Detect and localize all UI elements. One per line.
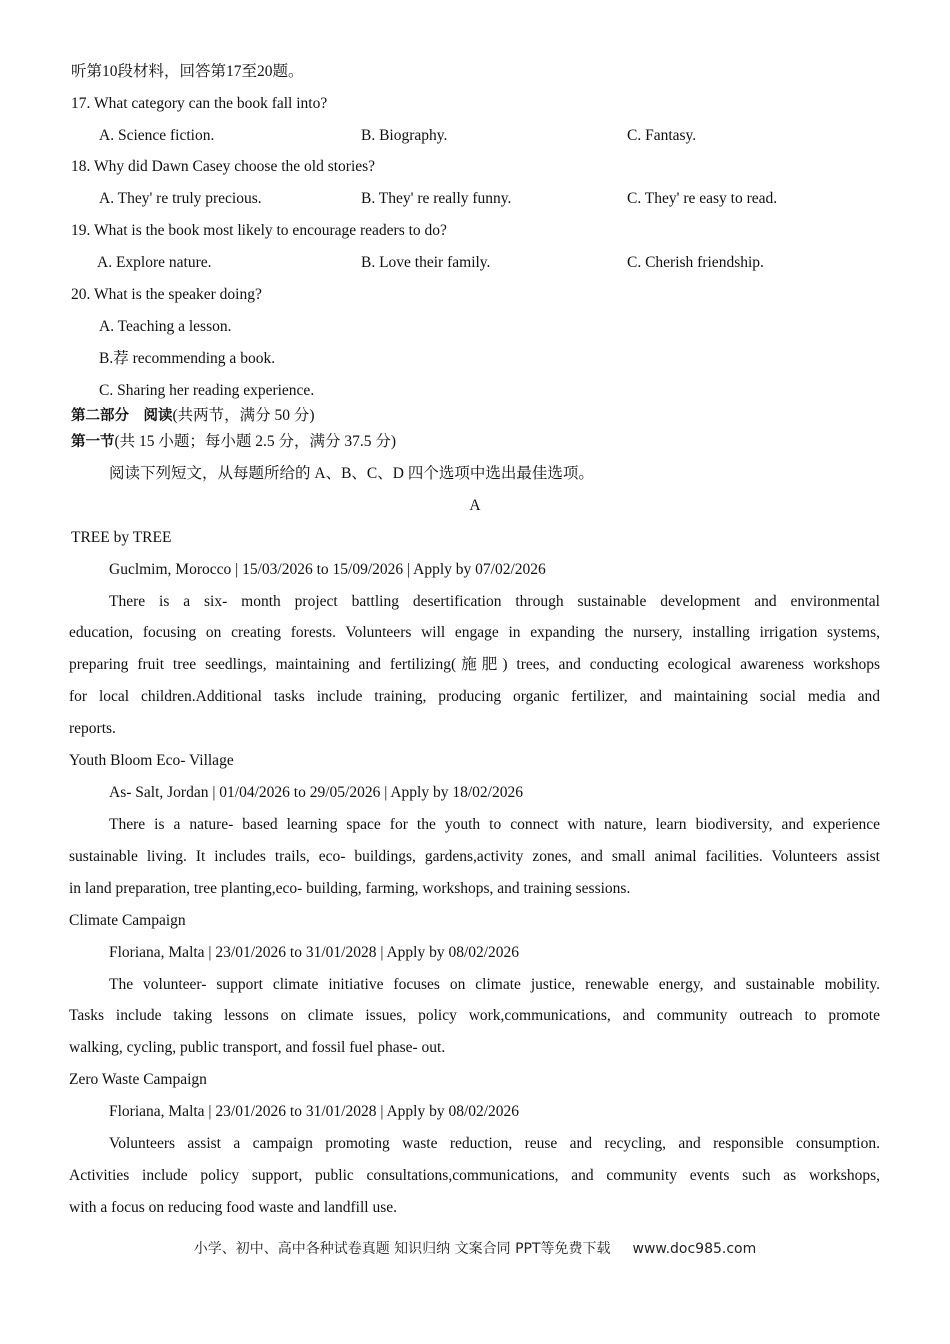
question-18-option-a: A. They' re truly precious.	[99, 190, 262, 207]
question-20-option-a: A. Teaching a lesson.	[99, 318, 232, 335]
page-footer	[0, 1238, 950, 1258]
question-17-option-a: A. Science fiction.	[99, 127, 215, 144]
part-heading	[71, 406, 315, 426]
question-20-option-c: C. Sharing her reading experience.	[99, 382, 315, 399]
question-18-option-b: B. They' re really funny.	[361, 190, 512, 207]
part-heading-score: (共两节，满分 50 分)	[172, 407, 315, 424]
project-text-line: for local children.Additional tasks include training, producing organic fertilizer, and maintaining social media and	[69, 688, 880, 705]
question-17-stem: 17. What category can the book fall into?	[71, 95, 328, 112]
question-18-stem: 18. Why did Dawn Casey choose the old stories?	[71, 158, 376, 175]
question-19-option-c: C. Cherish friendship.	[627, 254, 764, 271]
project-text-line: The volunteer- support climate initiative focuses on climate justice, renewable energy, and sustainable mobility.	[109, 976, 880, 993]
project-title-youth-bloom: Youth Bloom Eco- Village	[69, 752, 234, 769]
project-info-youth-bloom: As- Salt, Jordan | 01/04/2026 to 29/05/2026 | Apply by 18/02/2026	[109, 784, 523, 801]
project-info-zero-waste: Floriana, Malta | 23/01/2026 to 31/01/2028 | Apply by 08/02/2026	[109, 1103, 520, 1120]
project-text-line: education, focusing on creating forests. Volunteers will engage in expanding the nursery, installing irrigation systems,	[69, 624, 880, 641]
project-text-line: Activities include policy support, public consultations,communications, and community events such as workshops,	[69, 1167, 880, 1184]
section-heading-score: (共 15 小题；每小题 2.5 分，满分 37.5 分)	[114, 433, 397, 450]
question-20-option-b: B.荐 recommending a book.	[99, 350, 276, 367]
question-18-option-c: C. They' re easy to read.	[627, 190, 778, 207]
project-text-line: Tasks include taking lessons on climate issues, policy work,communications, and community outreach to promote	[69, 1007, 880, 1024]
question-20-stem: 20. What is the speaker doing?	[71, 286, 262, 303]
part-heading-bold: 第二部分 阅读	[71, 407, 173, 424]
question-19-option-a: A. Explore nature.	[97, 254, 212, 271]
project-title-zero-waste: Zero Waste Campaign	[69, 1071, 207, 1088]
project-info-tree-by-tree: Guclmim, Morocco | 15/03/2026 to 15/09/2026 | Apply by 07/02/2026	[109, 561, 546, 578]
footer-text: 小学、初中、高中各种试卷真题 知识归纳 文案合同 PPT等免费下载	[193, 1241, 611, 1257]
section-heading	[71, 432, 396, 452]
project-text-line: preparing fruit tree seedlings, maintaining and fertilizing(施肥) trees, and conducting ecological awareness workshops	[69, 656, 880, 673]
project-text-line: walking, cycling, public transport, and fossil fuel phase- out.	[69, 1039, 446, 1056]
question-17-option-b: B. Biography.	[361, 127, 448, 144]
project-text-line: sustainable living. It includes trails, eco- buildings, gardens,activity zones, and small animal facilities. Volunteers assist	[69, 848, 880, 865]
project-title-climate-campaign: Climate Campaign	[69, 912, 186, 929]
section-heading-bold: 第一节	[71, 433, 115, 450]
project-text-line: There is a six- month project battling desertification through sustainable development and environmental	[109, 593, 880, 610]
question-19-stem: 19. What is the book most likely to encourage readers to do?	[71, 222, 447, 239]
reading-instruction: 阅读下列短文，从每题所给的 A、B、C、D 四个选项中选出最佳选项。	[109, 465, 594, 482]
project-text-line: There is a nature- based learning space for the youth to connect with nature, learn biodiversity, and experience	[109, 816, 880, 833]
project-title-tree-by-tree: TREE by TREE	[71, 529, 172, 546]
project-text-line: reports.	[69, 720, 116, 737]
footer-url[interactable]: www.doc985.com	[632, 1241, 757, 1257]
project-text-line: Volunteers assist a campaign promoting waste reduction, reuse and recycling, and responsible consumption.	[109, 1135, 880, 1152]
passage-label: A	[469, 497, 481, 514]
question-17-option-c: C. Fantasy.	[627, 127, 697, 144]
question-19-option-b: B. Love their family.	[361, 254, 491, 271]
project-info-climate-campaign: Floriana, Malta | 23/01/2026 to 31/01/2028 | Apply by 08/02/2026	[109, 944, 520, 961]
project-text-line: in land preparation, tree planting,eco- building, farming, workshops, and training sessions.	[69, 880, 631, 897]
project-text-line: with a focus on reducing food waste and landfill use.	[69, 1199, 397, 1216]
listening-instruction: 听第10段材料，回答第17至20题。	[71, 63, 304, 80]
